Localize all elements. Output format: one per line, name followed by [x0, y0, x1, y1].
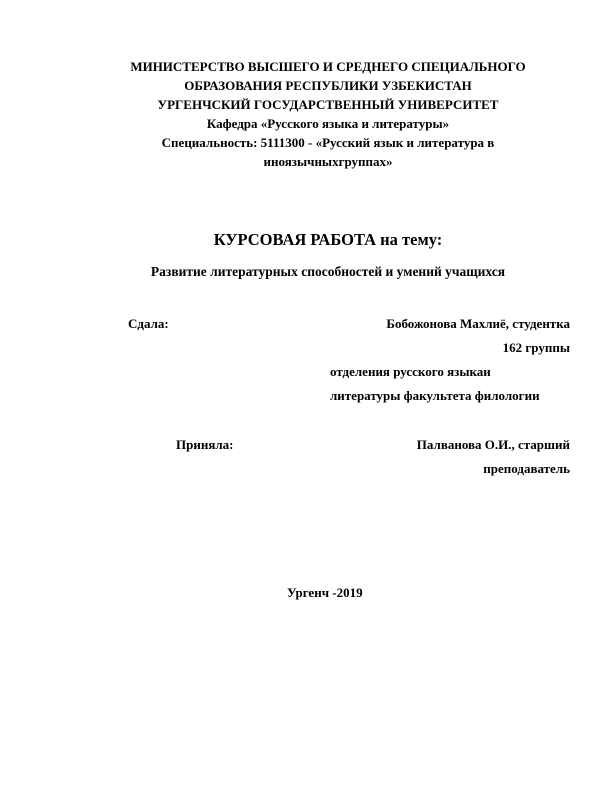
specialty-line: Специальность: 5111300 - «Русский язык и литература в: [161, 135, 495, 150]
department-name: Кафедра «Русского языка и литературы»: [206, 116, 450, 131]
specialty-line-2: иноязычныхгруппах»: [263, 154, 393, 169]
teacher-name: Палванова О.И., старший: [416, 437, 570, 452]
ministry-line: МИНИСТЕРСТВО ВЫСШЕГО И СРЕДНЕГО СПЕЦИАЛЬНОГО: [130, 59, 526, 74]
university-name: УРГЕНЧСКИЙ ГОСУДАРСТВЕННЫЙ УНИВЕРСИТЕТ: [157, 97, 499, 112]
accepted-label: Приняла:: [176, 437, 234, 452]
teacher-position: преподаватель: [483, 461, 570, 476]
student-name: Бобожонова Махлиё, студентка: [386, 316, 570, 331]
student-faculty: литературы факультета филологии: [330, 388, 540, 403]
document-topic: Развитие литературных способностей и умений учащихся: [150, 264, 506, 279]
document-title: КУРСОВАЯ РАБОТА на тему:: [213, 230, 443, 249]
student-department: отделения русского языкаи: [330, 364, 491, 379]
submitted-label: Сдала:: [128, 316, 169, 331]
ministry-line-2: ОБРАЗОВАНИЯ РЕСПУБЛИКИ УЗБЕКИСТАН: [184, 78, 472, 93]
city-year: Ургенч -2019: [287, 585, 363, 600]
institution-header: [60, 57, 596, 171]
student-group: 162 группы: [502, 340, 570, 355]
